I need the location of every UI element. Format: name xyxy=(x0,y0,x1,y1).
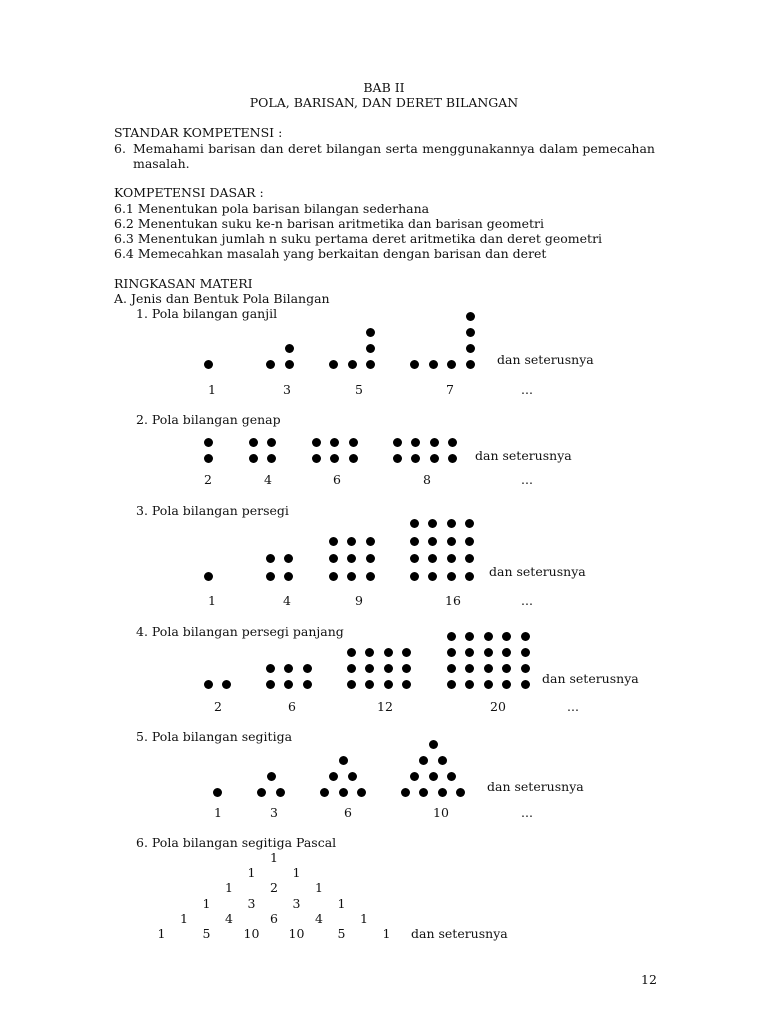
pattern-dot xyxy=(365,680,374,689)
pattern-dot xyxy=(329,554,338,563)
pattern-dot xyxy=(428,554,437,563)
pattern-dot xyxy=(257,788,266,797)
pattern-dot xyxy=(303,664,312,673)
pattern-dot xyxy=(438,756,447,765)
ringkasan-heading: RINGKASAN MATERI xyxy=(114,276,253,291)
continuation-text: dan seterusnya xyxy=(411,926,508,941)
pattern-dot xyxy=(502,664,511,673)
pascal-number: 1 xyxy=(382,926,391,941)
pattern-dot xyxy=(204,572,213,581)
pattern-dot xyxy=(447,772,456,781)
pattern-dot xyxy=(419,756,428,765)
pattern-dot xyxy=(465,537,474,546)
pattern-dot xyxy=(484,664,493,673)
subsection-heading: A. Jenis dan Bentuk Pola Bilangan xyxy=(114,291,330,306)
pattern-dot xyxy=(366,360,375,369)
pattern-dot xyxy=(347,537,356,546)
pascal-number: 1 xyxy=(180,910,188,926)
pattern-dot xyxy=(410,360,419,369)
term-label: 5 xyxy=(355,382,363,397)
dasar-item: 6.2 Menentukan suku ke-n barisan aritmetika dan barisan geometri xyxy=(114,216,544,231)
pascal-number: 1 xyxy=(157,926,166,941)
pattern-dot xyxy=(447,664,456,673)
dasar-item: 6.4 Memecahkan masalah yang berkaitan dengan barisan dan deret xyxy=(114,246,547,261)
pattern-dot xyxy=(428,519,437,528)
continuation-text: dan seterusnya xyxy=(497,352,594,367)
pascal-number: 4 xyxy=(315,910,323,926)
pattern-dot xyxy=(284,572,293,581)
pattern-dot xyxy=(330,438,339,447)
pattern-dot xyxy=(447,519,456,528)
pattern-dot xyxy=(348,772,357,781)
pattern-dot xyxy=(204,360,213,369)
pattern-dot xyxy=(410,572,419,581)
pattern-dot xyxy=(365,648,374,657)
pattern-dot xyxy=(329,772,338,781)
pattern-dot xyxy=(267,772,276,781)
pascal-number: 1 xyxy=(292,865,301,881)
continuation-text: dan seterusnya xyxy=(487,779,584,794)
pascal-number: 1 xyxy=(202,895,211,911)
standar-line-2: masalah. xyxy=(133,156,190,171)
pattern-dot xyxy=(347,664,356,673)
pattern-dot xyxy=(484,648,493,657)
term-label: 9 xyxy=(355,593,363,608)
pattern-dot xyxy=(410,554,419,563)
pattern-dot xyxy=(448,438,457,447)
pattern-dot xyxy=(347,680,356,689)
pattern-dot xyxy=(448,454,457,463)
pattern-dot xyxy=(465,648,474,657)
pascal-number: 4 xyxy=(225,910,233,926)
term-label: 8 xyxy=(423,472,431,487)
pattern-dot xyxy=(339,756,348,765)
pattern-dot xyxy=(285,360,294,369)
pattern-title-persegi: 3. Pola bilangan persegi xyxy=(136,503,289,518)
pattern-dot xyxy=(366,572,375,581)
term-label: ... xyxy=(567,699,579,714)
pattern-dot xyxy=(347,554,356,563)
term-label: ... xyxy=(521,472,533,487)
pattern-dot xyxy=(502,680,511,689)
pattern-dot xyxy=(267,438,276,447)
pattern-dot xyxy=(249,454,258,463)
pattern-dot xyxy=(384,664,393,673)
pascal-number: 6 xyxy=(270,910,278,926)
pattern-dot xyxy=(521,632,530,641)
pattern-dot xyxy=(266,664,275,673)
pattern-dot xyxy=(266,360,275,369)
pattern-dot xyxy=(465,554,474,563)
pascal-number: 1 xyxy=(337,895,346,911)
pattern-dot xyxy=(348,360,357,369)
term-label: 6 xyxy=(288,699,296,714)
pattern-dot xyxy=(393,454,402,463)
term-label: 7 xyxy=(446,382,454,397)
pattern-dot xyxy=(438,788,447,797)
pascal-number: 1 xyxy=(315,880,323,896)
pascal-number: 3 xyxy=(247,895,256,911)
pascal-number: 2 xyxy=(270,880,278,896)
pattern-dot xyxy=(347,648,356,657)
pattern-dot xyxy=(357,788,366,797)
chapter-title: POLA, BARISAN, DAN DERET BILANGAN xyxy=(249,95,519,110)
pattern-dot xyxy=(484,632,493,641)
pattern-dot xyxy=(466,328,475,337)
pascal-number: 3 xyxy=(292,895,301,911)
pattern-dot xyxy=(222,680,231,689)
pattern-dot xyxy=(484,680,493,689)
term-label: 1 xyxy=(208,593,216,608)
pattern-dot xyxy=(456,788,465,797)
pattern-dot xyxy=(284,680,293,689)
pascal-number: 10 xyxy=(288,926,305,941)
term-label: ... xyxy=(521,805,533,820)
pattern-dot xyxy=(429,740,438,749)
pattern-dot xyxy=(204,680,213,689)
pattern-dot xyxy=(266,572,275,581)
standar-heading: STANDAR KOMPETENSI : xyxy=(114,125,283,140)
pattern-dot xyxy=(349,454,358,463)
page-number: 12 xyxy=(641,972,657,987)
pattern-dot xyxy=(428,537,437,546)
pattern-dot xyxy=(249,438,258,447)
term-label: 1 xyxy=(214,805,222,820)
term-label: 3 xyxy=(283,382,291,397)
pattern-dot xyxy=(430,454,439,463)
dasar-heading: KOMPETENSI DASAR : xyxy=(114,185,264,200)
pattern-dot xyxy=(447,360,456,369)
pattern-dot xyxy=(521,648,530,657)
pattern-dot xyxy=(276,788,285,797)
pattern-title-pascal: 6. Pola bilangan segitiga Pascal xyxy=(136,835,337,850)
pattern-title-persegi-panjang: 4. Pola bilangan persegi panjang xyxy=(136,624,344,639)
pascal-number: 5 xyxy=(337,926,346,941)
pattern-dot xyxy=(347,572,356,581)
pattern-dot xyxy=(465,632,474,641)
pattern-dot xyxy=(502,648,511,657)
term-label: 3 xyxy=(270,805,278,820)
pattern-title-genap: 2. Pola bilangan genap xyxy=(136,412,281,427)
pascal-number: 1 xyxy=(247,865,256,881)
pattern-dot xyxy=(266,554,275,563)
pattern-dot xyxy=(410,772,419,781)
pattern-dot xyxy=(393,438,402,447)
pattern-title-segitiga: 5. Pola bilangan segitiga xyxy=(136,729,293,744)
pattern-dot xyxy=(411,454,420,463)
pattern-dot xyxy=(429,772,438,781)
pattern-dot xyxy=(329,360,338,369)
pattern-dot xyxy=(419,788,428,797)
pattern-dot xyxy=(447,572,456,581)
pattern-dot xyxy=(411,438,420,447)
term-label: 2 xyxy=(204,472,212,487)
pattern-dot xyxy=(465,572,474,581)
pascal-number: 1 xyxy=(360,910,368,926)
pattern-dot xyxy=(428,572,437,581)
pattern-dot xyxy=(521,664,530,673)
pattern-dot xyxy=(465,519,474,528)
pattern-dot xyxy=(429,360,438,369)
pattern-dot xyxy=(329,572,338,581)
pattern-dot xyxy=(330,454,339,463)
pattern-dot xyxy=(465,680,474,689)
pattern-dot xyxy=(466,344,475,353)
pascal-number: 5 xyxy=(202,926,211,941)
term-label: ... xyxy=(521,382,533,397)
term-label: 6 xyxy=(333,472,341,487)
term-label: ... xyxy=(521,593,533,608)
pattern-dot xyxy=(401,788,410,797)
pattern-dot xyxy=(384,648,393,657)
pattern-dot xyxy=(285,344,294,353)
pattern-dot xyxy=(430,438,439,447)
pattern-dot xyxy=(213,788,222,797)
pattern-dot xyxy=(466,360,475,369)
term-label: 2 xyxy=(214,699,222,714)
pattern-dot xyxy=(366,537,375,546)
continuation-text: dan seterusnya xyxy=(542,671,639,686)
pattern-dot xyxy=(366,554,375,563)
pattern-dot xyxy=(284,664,293,673)
term-label: 10 xyxy=(433,805,449,820)
pattern-dot xyxy=(410,537,419,546)
pattern-dot xyxy=(365,664,374,673)
dasar-item: 6.3 Menentukan jumlah n suku pertama deret aritmetika dan deret geometri xyxy=(114,231,603,246)
pattern-dot xyxy=(204,438,213,447)
dasar-item: 6.1 Menentukan pola barisan bilangan sederhana xyxy=(114,201,430,216)
pattern-dot xyxy=(447,680,456,689)
pattern-dot xyxy=(466,312,475,321)
pattern-dot xyxy=(349,438,358,447)
standar-line-1: Memahami barisan dan deret bilangan serta menggunakannya dalam pemecahan xyxy=(133,141,655,156)
pattern-dot xyxy=(312,438,321,447)
chapter-label: BAB II xyxy=(363,80,405,95)
pattern-dot xyxy=(267,454,276,463)
term-label: 1 xyxy=(208,382,216,397)
pattern-dot xyxy=(366,328,375,337)
pattern-dot xyxy=(402,648,411,657)
pattern-dot xyxy=(521,680,530,689)
term-label: 4 xyxy=(283,593,291,608)
continuation-text: dan seterusnya xyxy=(489,564,586,579)
pattern-dot xyxy=(366,344,375,353)
pattern-title-ganjil: 1. Pola bilangan ganjil xyxy=(136,306,278,321)
pattern-dot xyxy=(447,648,456,657)
pattern-dot xyxy=(303,680,312,689)
pattern-dot xyxy=(204,454,213,463)
pattern-dot xyxy=(465,664,474,673)
pattern-dot xyxy=(284,554,293,563)
pattern-dot xyxy=(402,680,411,689)
term-label: 12 xyxy=(377,699,393,714)
pattern-dot xyxy=(447,554,456,563)
pascal-number: 10 xyxy=(243,926,260,941)
pattern-dot xyxy=(329,537,338,546)
pattern-dot xyxy=(266,680,275,689)
pattern-dot xyxy=(384,680,393,689)
pattern-dot xyxy=(339,788,348,797)
pascal-number: 1 xyxy=(270,850,278,865)
term-label: 4 xyxy=(264,472,272,487)
pattern-dot xyxy=(447,537,456,546)
pattern-dot xyxy=(502,632,511,641)
pattern-dot xyxy=(320,788,329,797)
pascal-number: 1 xyxy=(225,880,233,896)
pattern-dot xyxy=(447,632,456,641)
continuation-text: dan seterusnya xyxy=(475,448,572,463)
term-label: 6 xyxy=(344,805,352,820)
term-label: 16 xyxy=(445,593,461,608)
pattern-dot xyxy=(402,664,411,673)
pattern-dot xyxy=(312,454,321,463)
term-label: 20 xyxy=(490,699,506,714)
pattern-dot xyxy=(410,519,419,528)
standar-number: 6. xyxy=(114,141,126,156)
